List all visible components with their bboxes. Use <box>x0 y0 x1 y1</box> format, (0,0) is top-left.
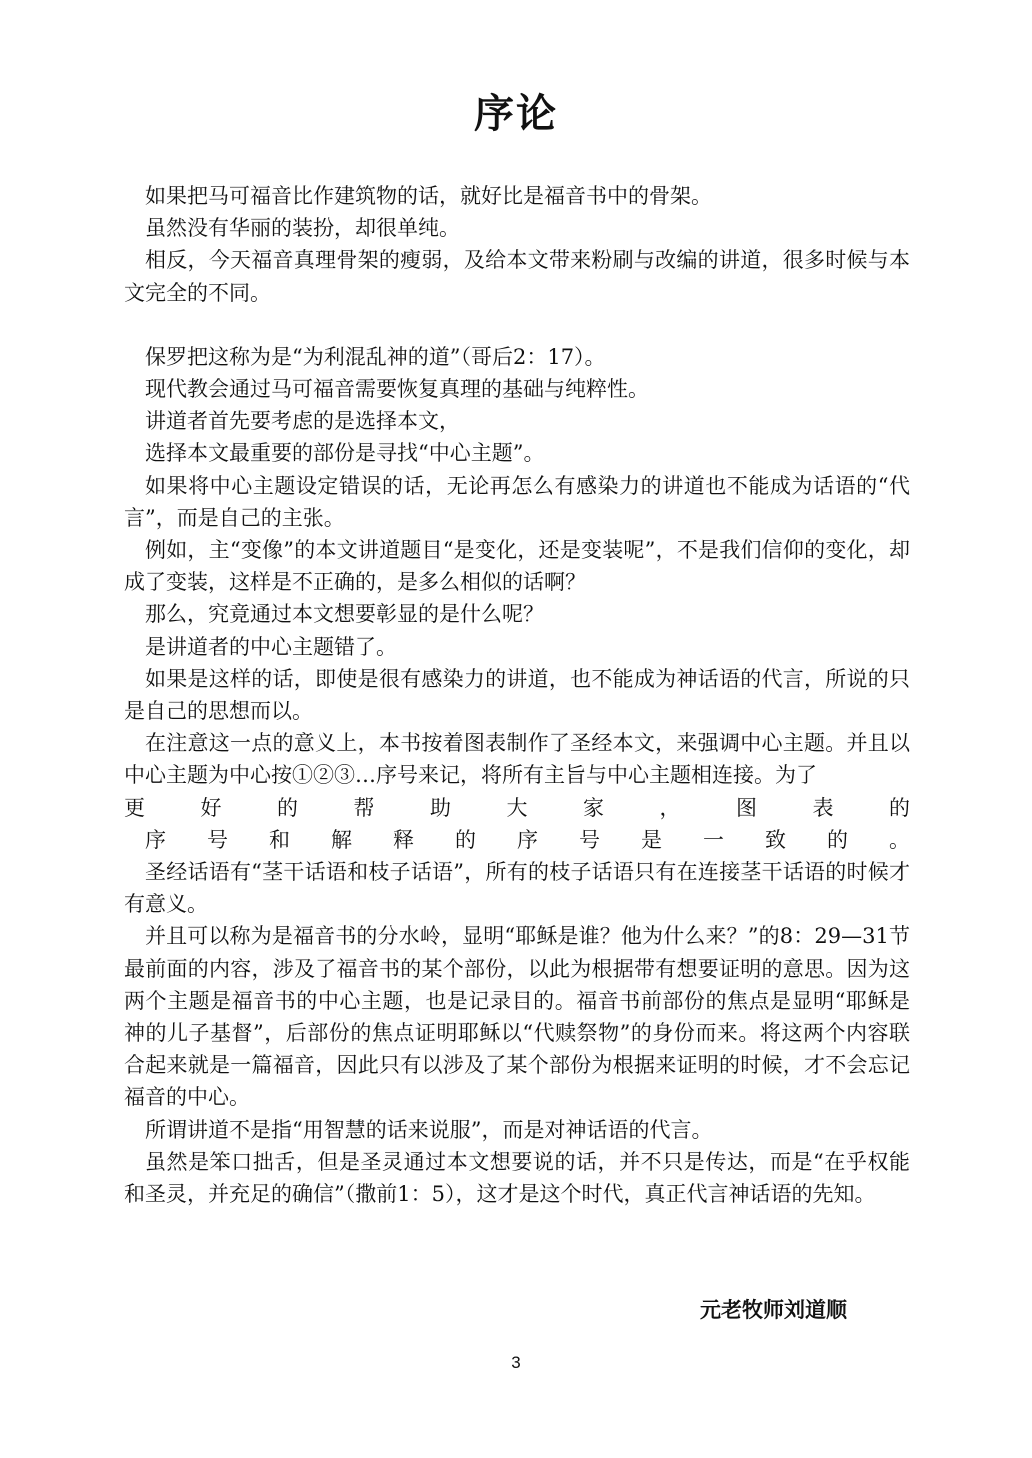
paragraph: 如果将中心主题设定错误的话，无论再怎么有感染力的讲道也不能成为话语的“代言”，而是自己的主张。 <box>124 473 910 530</box>
page-title: 序论 <box>474 90 558 137</box>
paragraph: 在注意这一点的意义上，本书按着图表制作了圣经本文，来强调中心主题。并且以中心主题为中心按①②③…序号来记，将所有主旨与中心主题相连接。为了 <box>124 731 910 788</box>
paragraph: 并且可以称为是福音书的分水岭，显明“耶稣是谁？他为什么来？”的8：29—31节最前面的内容，涉及了福音书的某个部份，以此为根据带有想要证明的意思。因为这两个主题是福音书的中心主题，也是记录目的。福音书前部份的焦点是显明“耶稣是神的儿子基督”，后部份的焦点证明耶稣以“代赎祭物”的身份而来。将这两个内容联合起来就是一篇福音，因此只有以涉及了某个部份为根据来证明的时候，才不会忘记福音的中心。 <box>124 924 910 1110</box>
paragraph: 如果是这样的话，即使是很有感染力的讲道，也不能成为神话语的代言，所说的只是自己的思想而以。 <box>124 666 910 724</box>
paragraph: 现代教会通过马可福音需要恢复真理的基础与纯粹性。 <box>145 377 649 402</box>
paragraph: 所谓讲道不是指“用智慧的话来说服”，而是对神话语的代言。 <box>145 1117 713 1142</box>
paragraph: 那么，究竟通过本文想要彰显的是什么呢？ <box>145 602 544 627</box>
spread-line: 更好的帮助大家，图表的 <box>124 795 910 820</box>
paragraph: 选择本文最重要的部份是寻找“中心主题”。 <box>145 441 545 466</box>
paragraph: 保罗把这称为是“为利混乱神的道”（哥后2：17）。 <box>145 344 606 369</box>
paragraph: 虽然是笨口拙舌，但是圣灵通过本文想要说的话，并不只是传达，而是“在乎权能和圣灵，并充足的确信”（撒前1：5），这才是这个时代，真正代言神话语的先知。 <box>124 1149 910 1207</box>
paragraph: 圣经话语有“茎干话语和枝子话语”，所有的枝子话语只有在连接茎干话语的时候才有意义。 <box>124 860 910 917</box>
paragraph: 讲道者首先要考虑的是选择本文， <box>145 409 460 434</box>
author-signature: 元老牧师刘道顺 <box>700 1297 847 1322</box>
paragraph: 虽然没有华丽的装扮，却很单纯。 <box>145 216 460 241</box>
paragraph-gap <box>124 309 910 341</box>
paragraph: 如果把马可福音比作建筑物的话，就好比是福音书中的骨架。 <box>145 184 712 208</box>
spread-line: 序号和解释的序号是一致的。 <box>145 827 910 852</box>
paragraph: 是讲道者的中心主题错了。 <box>145 634 397 659</box>
paragraph: 例如，主“变像”的本文讲道题目“是变化，还是变装呢”，不是我们信仰的变化，却成了变装，这样是不正确的，是多么相似的话啊？ <box>124 538 910 595</box>
page-number: 3 <box>511 1353 521 1372</box>
body-text <box>124 180 910 1210</box>
paragraph: 相反，今天福音真理骨架的瘦弱，及给本文带来粉刷与改编的讲道，很多时候与本文完全的不同。 <box>124 248 910 305</box>
